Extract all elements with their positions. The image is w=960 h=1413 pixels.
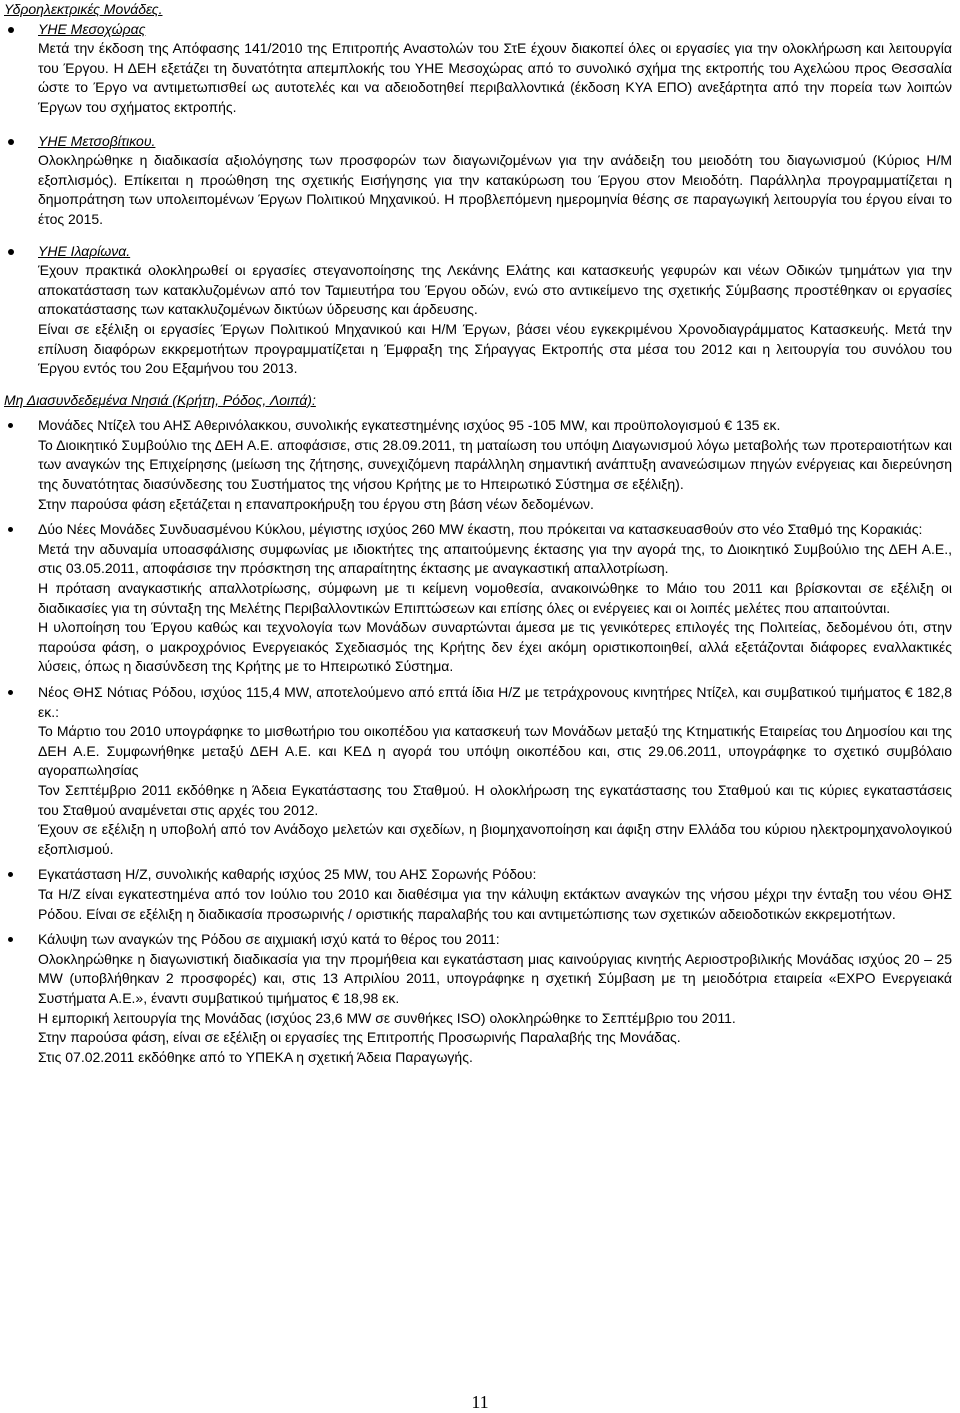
list-item-soroni (4, 865, 952, 930)
item-text: Δύο Νέες Μονάδες Συνδυασμένου Κύκλου, μέγιστης ισχύος 260 MW έκαστη, που πρόκειται να κατασκευασθούν στο νέο Σταθμό της Κορακιάς: (38, 521, 923, 538)
list-item-rhodes-peak (4, 930, 952, 1067)
bullet-icon (8, 690, 13, 695)
bullet-icon (8, 27, 14, 33)
item-text: Ολοκληρώθηκε η διαδικασία αξιολόγησης των προσφορών των διαγωνιζομένων για την ανάδειξη του μειοδότη του διαγωνισμού (Κύριος Η/Μ εξοπλισμός). Επίκειται η προώθηση της σχετικής Εισήγησης για την κατακύρωση του Έργου στον Μειοδότη. Παράλληλα προγραμματίζεται η δημοπράτηση των υπολειπομένων Έργων Πολιτικού Μηχανικού. Η προβλεπόμενη ημερομηνία θέσης σε παραγωγική λειτουργία του έργου είναι το έτος 2015. (38, 152, 952, 227)
islands-units-list (4, 416, 952, 1067)
item-text: Στην παρούσα φάση εξετάζεται η επαναπροκήρυξη του έργου στη βάση νέων δεδομένων. (38, 495, 594, 512)
item-text: Έχουν πρακτικά ολοκληρωθεί οι εργασίες στεγανοποίησης της Λεκάνης Ελάτης και κατασκευής γεφυρών και νέων Οδικών τμημάτων για την αποκατάσταση των κατακλυζομένων από τον Ταμιευτήρα του Έργου οδών, ενώ στο αντικείμενο της σχετικής Σύμβασης προστέθηκαν οι εργασίες αποκατάστασης των κατακλυζομένων δικτύων ύδρευσης και άρδευσης. (38, 262, 952, 318)
section-heading-hydro: Υδροηλεκτρικές Μονάδες. (4, 1, 163, 17)
item-text: Μετά την έκδοση της Απόφασης 141/2010 της Επιτροπής Αναστολών του ΣτΕ έχουν διακοπεί όλες οι εργασίες για την ολοκλήρωση και λειτουργία του Έργου. Η ΔΕΗ εξετάζει τη δυνατότητα απεμπλοκής του ΥΗΕ Μεσοχώρας από το συνολικό σχήμα της εκτροπής του Αχελώου προς Θεσσαλία ώστε το Έργο να αντιμετωπισθεί ως αυτοτελές και να αδειοδοτηθεί περιβαλλοντικά (έκδοση ΚΥΑ ΕΠΟ) ανεξάρτητα από την πορεία των λοιπών Έργων του σχήματος εκτροπής. (38, 40, 952, 115)
bullet-icon (8, 872, 13, 877)
list-item-metsovitikou (4, 132, 952, 242)
item-text: Έχουν σε εξέλιξη η υποβολή από τον Ανάδοχο μελετών και σχεδίων, η βιομηχανοποίηση και άφιξη στην Ελλάδα του κύριου ηλεκτρομηχανολογικού εξοπλισμού. (38, 821, 952, 857)
item-text: Μονάδες Ντίζελ του ΑΗΣ Αθερινόλακκου, συνολικής εγκατεστημένης ισχύος 95 -105 MW, και προϋπολογισμού € 135 εκ. (38, 417, 781, 434)
list-item-korakia (4, 520, 952, 683)
bullet-icon (8, 249, 14, 255)
bullet-icon (8, 937, 13, 942)
bullet-icon (8, 139, 14, 145)
list-item-mesochora (4, 20, 952, 132)
item-text: Είναι σε εξέλιξη οι εργασίες Έργων Πολιτικού Μηχανικού και Η/Μ Έργων, βάσει νέου εγκεκριμένου Χρονοδιαγράμματος Κατασκευής. Μετά την επίλυση διαφόρων εκκρεμοτήτων προγραμματίζεται η Έμφραξη της Σήραγγας Εκτροπής στα μέσα του 2012 και η λειτουργία του συνόλου του Έργου εντός του 2ου Εξαμήνου του 2013. (38, 320, 952, 377)
list-item-atherinolakkos (4, 416, 952, 520)
bullet-icon (8, 527, 13, 532)
item-title: ΥΗΕ Μετσοβίτικου. (38, 132, 156, 149)
item-text: Νέος ΘΗΣ Νότιας Ρόδου, ισχύος 115,4 MW, αποτελούμενο από επτά ίδια Η/Ζ με τετράχρονους κινητήρες Ντίζελ, και συμβατικού τιμήματος € 182,8 εκ.: (38, 684, 952, 720)
item-text: Κάλυψη των αναγκών της Ρόδου σε αιχμιακή ισχύ κατά το θέρος του 2011: (38, 931, 500, 948)
item-text: Μετά την αδυναμία υποασφάλισης συμφωνίας με ιδιοκτήτες της απαιτούμενης έκτασης για την αγορά της, το Διοικητικό Συμβούλιο της ΔΕΗ Α.Ε., στις 03.05.2011, αποφάσισε την πρόσκτηση της απαραίτητης έκτασης με αναγκαστική απαλλοτρίωση. (38, 540, 952, 577)
bullet-icon (8, 423, 13, 428)
item-text: Το Διοικητικό Συμβούλιο της ΔΕΗ Α.Ε. αποφάσισε, στις 28.09.2011, τη ματαίωση του υπόψη Διαγωνισμού λόγω μεταβολής των προτεραιοτήτων και των αναγκών της Επιχείρησης (μείωση της ζήτησης, συνεχιζόμενη παράλληλη σημαντική ανάπτυξη ανανεώσιμων πηγών ενέργειας και διερεύνηση της δυνατότητας διασύνδεσης του Συστήματος της νήσου Κρήτης με το Ηπειρωτικό Σύστημα σε εξέλιξη). (38, 436, 952, 493)
page-number: 11 (471, 1392, 489, 1412)
hydro-units-list (4, 20, 952, 391)
item-text: Τον Σεπτέμβριο 2011 εκδόθηκε η Άδεια Εγκατάστασης του Σταθμού. Η ολοκλήρωση της εγκατάστασης του Σταθμού και τις κύριες εγκαταστάσεις του Σταθμού αναμένεται στις αρχές του 2012. (38, 781, 952, 818)
item-text: Τα Η/Ζ είναι εγκατεστημένα από τον Ιούλιο του 2010 και διαθέσιμα για την κάλυψη εκτάκτων αναγκών της νήσου μέχρι την ένταξη του νέου ΘΗΣ Ρόδου. Είναι σε εξέλιξη η διαδικασία προσωρινής / οριστικής παραλαβής του και αντιμετώπισης των σχετικών αδειοδοτικών εκκρεμοτήτων. (38, 885, 952, 922)
item-text: Στην παρούσα φάση, είναι σε εξέλιξη οι εργασίες της Επιτροπής Προσωρινής Παραλαβής της Μονάδας. (38, 1029, 681, 1046)
item-text: Εγκατάσταση Η/Ζ, συνολικής καθαρής ισχύος 25 MW, του ΑΗΣ Σορωνής Ρόδου: (38, 866, 537, 883)
document-page (4, 0, 952, 1067)
item-text: Στις 07.02.2011 εκδόθηκε από το ΥΠΕΚΑ η σχετική Άδεια Παραγωγής. (38, 1048, 473, 1065)
item-text: Ολοκληρώθηκε η διαγωνιστική διαδικασία για την προμήθεια και εγκατάσταση μιας καινούργιας κινητής Αεριοστροβιλικής Μονάδας ισχύος 20 – 25 MW (υποβλήθηκαν 2 προσφορές) και, στις 13 Απριλίου 2011, υπογράφηκε η σχετική Σύμβαση με τη μειοδότρια εταιρεία «EXPO Ενεργειακά Συστήματα Α.Ε.», έναντι συμβατικού τιμήματος € 18,98 εκ. (38, 950, 952, 1006)
list-item-south-rhodes (4, 683, 952, 865)
item-text: Η εμπορική λειτουργία της Μονάδας (ισχύος 23,6 MW σε συνθήκες ISO) ολοκληρώθηκε το Σεπτέμβριο του 2011. (38, 1009, 736, 1026)
item-text: Το Μάρτιο του 2010 υπογράφηκε το μισθωτήριο του οικοπέδου για κατασκευή των Μονάδων μεταξύ της Κτηματικής Εταιρείας του Δημοσίου και της ΔΕΗ Α.Ε. Συμφωνήθηκε μεταξύ ΔΕΗ Α.Ε. και ΚΕΔ η αγορά του υπόψη οικοπέδου και, στις 29.06.2011, υπογράφηκε το σχετικό συμβόλαιο αγοραπωλησίας (38, 723, 952, 779)
item-text: Η υλοποίηση του Έργου καθώς και τεχνολογία των Μονάδων συναρτώνται άμεσα με τις γενικότερες επιλογές της Πολιτείας, δεδομένου ότι, στην παρούσα φάση, ο μακροχρόνιος Ενεργειακός Σχεδιασμός της Κρήτης δεν έχει ακόμη οριστικοποιηθεί, αλλά εξετάζονται διάφορες εναλλακτικές λύσεις, όπως η διασύνδεση της Κρήτης με το Ηπειρωτικό Σύστημα. (38, 619, 952, 675)
section-heading-islands: Μη Διασυνδεδεμένα Νησιά (Κρήτη, Ρόδος, Λοιπά): (4, 391, 316, 408)
list-item-ilarionas (4, 242, 952, 391)
item-text: Η πρόταση αναγκαστικής απαλλοτρίωσης, σύμφωνη με τι κείμενη νομοθεσία, ανακοινώθηκε το Μάιο του 2011 και βρίσκονται σε εξέλιξη οι διαδικασίες για τη σύνταξη της Μελέτης Περιβαλλοντικών Επιπτώσεων και επίσης όλες οι ενέργειες και οι λοιπές μελέτες που απαιτούνται. (38, 580, 952, 616)
item-title: ΥΗΕ Ιλαρίωνα. (38, 242, 131, 259)
item-title: ΥΗΕ Μεσοχώρας (38, 20, 146, 37)
